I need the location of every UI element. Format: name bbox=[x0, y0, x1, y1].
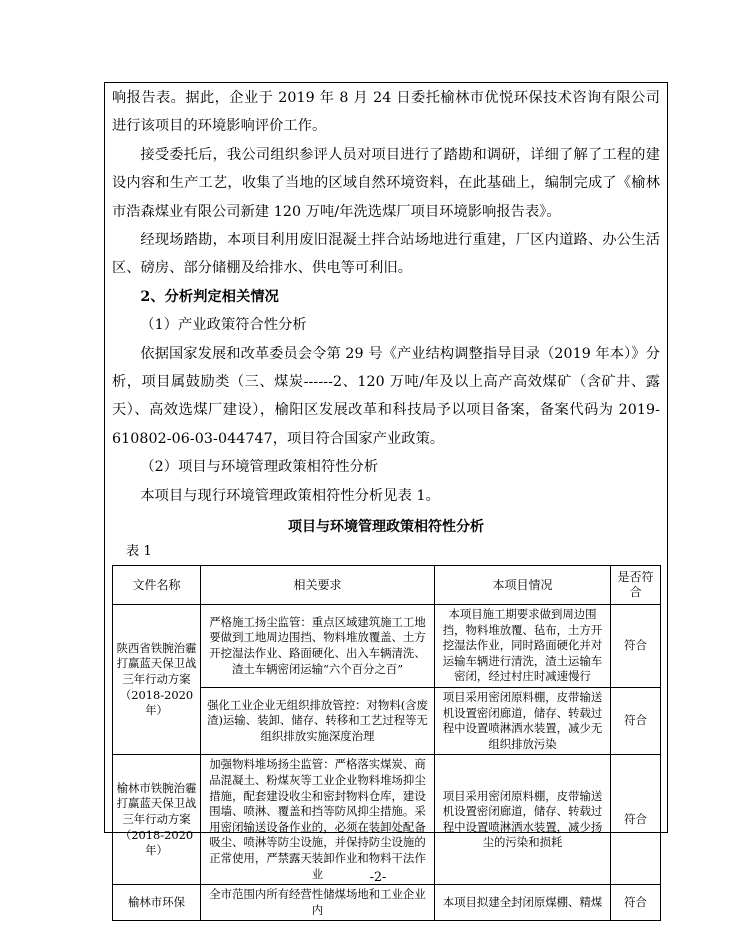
table-row bbox=[113, 605, 661, 688]
cell-compliance: 符合 bbox=[611, 605, 661, 688]
column-header-requirement: 相关要求 bbox=[201, 566, 435, 605]
page-content bbox=[112, 84, 660, 921]
page-number-footer: -2- bbox=[369, 869, 387, 884]
table-caption: 项目与环境管理政策相符性分析 bbox=[288, 519, 484, 536]
table-header-row bbox=[113, 566, 661, 605]
cell-doc-name: 陕西省铁腕治霾打赢蓝天保卫战三年行动方案（2018-2020年） bbox=[113, 605, 201, 755]
column-header-project-situation: 本项目情况 bbox=[435, 566, 611, 605]
cell-project-situation: 项目采用密闭原料棚，皮带输送机设置密闭廊道，储存、转载过程中设置喷淋洒水装置，减少无组织排放污染 bbox=[435, 688, 611, 755]
paragraph-continued-commission: 响报告表。据此，企业于 2019 年 8 月 24 日委托榆林市优悦环保技术咨询有限公司进行该项目的环境影响评价工作。 bbox=[112, 90, 660, 135]
cell-doc-name: 榆林市铁腕治霾打赢蓝天保卫战三年行动方案（2018-2020年） bbox=[113, 755, 201, 885]
column-header-compliance: 是否符合 bbox=[611, 566, 661, 605]
cell-requirement: 严格施工扬尘监管：重点区域建筑施工工地要做到工地周边围挡、物料堆放覆盖、土方开挖湿法作业、路面硬化、出入车辆清洗、渣土车辆密闭运输“六个百分之百” bbox=[201, 605, 435, 688]
table-row bbox=[113, 885, 661, 921]
cell-compliance: 符合 bbox=[611, 885, 661, 921]
cell-project-situation: 项目采用密闭原料棚，皮带输送机设置密闭廊道，储存、转载过程中设置喷淋洒水装置，减少扬尘的污染和损耗 bbox=[435, 755, 611, 885]
cell-compliance: 符合 bbox=[611, 688, 661, 755]
paragraph-site-survey: 经现场踏勘，本项目利用废旧混凝土拌合站场地进行重建，厂区内道路、办公生活区、磅房、部分储棚及给排水、供电等可利旧。 bbox=[112, 232, 660, 277]
subsection-industry-policy-title: （1）产业政策符合性分析 bbox=[140, 317, 307, 334]
subsection-env-policy-title: （2）项目与环境管理政策相符性分析 bbox=[140, 459, 379, 476]
table-number-label: 表 1 bbox=[126, 544, 152, 560]
cell-project-situation: 本项目施工期要求做到周边围挡，物料堆放覆、毡布，土方开挖湿法作业，同时路面硬化并对运输车辆进行清洗，渣土运输车密闭，经过村庄时减速慢行 bbox=[435, 605, 611, 688]
table-row bbox=[113, 755, 661, 885]
column-header-doc-name: 文件名称 bbox=[113, 566, 201, 605]
paragraph-after-commission: 接受委托后，我公司组织参评人员对项目进行了踏勘和调研，详细了解了工程的建设内容和生产工艺，收集了当地的区域自然环境资料，在此基础上，编制完成了《榆林市浩森煤业有限公司新建 120 万吨/年洗选煤厂项目环境影响报告表》。 bbox=[112, 146, 660, 220]
cell-requirement: 强化工业企业无组织排放管控：对物料(含废渣)运输、装卸、储存、转移和工艺过程等无组织排放实施深度治理 bbox=[201, 688, 435, 755]
cell-compliance: 符合 bbox=[611, 755, 661, 885]
cell-doc-name: 榆林市环保 bbox=[113, 885, 201, 921]
paragraph-table-reference: 本项目与现行环境管理政策相符性分析见表 1。 bbox=[140, 487, 440, 504]
section-heading-analysis: 2、分析判定相关情况 bbox=[140, 288, 279, 305]
cell-requirement: 全市范围内所有经营性储煤场地和工业企业内 bbox=[201, 885, 435, 921]
cell-project-situation: 本项目拟建全封闭原煤棚、精煤 bbox=[435, 885, 611, 921]
cell-requirement: 加强物料堆场扬尘监管：严格落实煤炭、商品混凝土、粉煤灰等工业企业物料堆场抑尘措施，配套建设收尘和密封物料仓库，建设围墙、喷淋、覆盖和挡等防风抑尘措施。采用密闭输送设备作业的，必须在装卸处配备吸尘、喷淋等防尘设施，并保持防尘设施的正常使用，严禁露天装卸作业和物料干法作业 bbox=[201, 755, 435, 885]
paragraph-industry-policy: 依据国家发展和改革委员会令第 29 号《产业结构调整指导目录（2019 年本）》分析，项目属鼓励类（三、煤炭------2、120 万吨/年及以上高产高效煤矿（含矿井、露天）、高效选煤厂建设），榆阳区发展改革和科技局予以项目备案，备案代码为 2019-610802-06-03-044747，项目符合国家产业政策。 bbox=[112, 345, 660, 447]
policy-compliance-table bbox=[112, 565, 661, 921]
